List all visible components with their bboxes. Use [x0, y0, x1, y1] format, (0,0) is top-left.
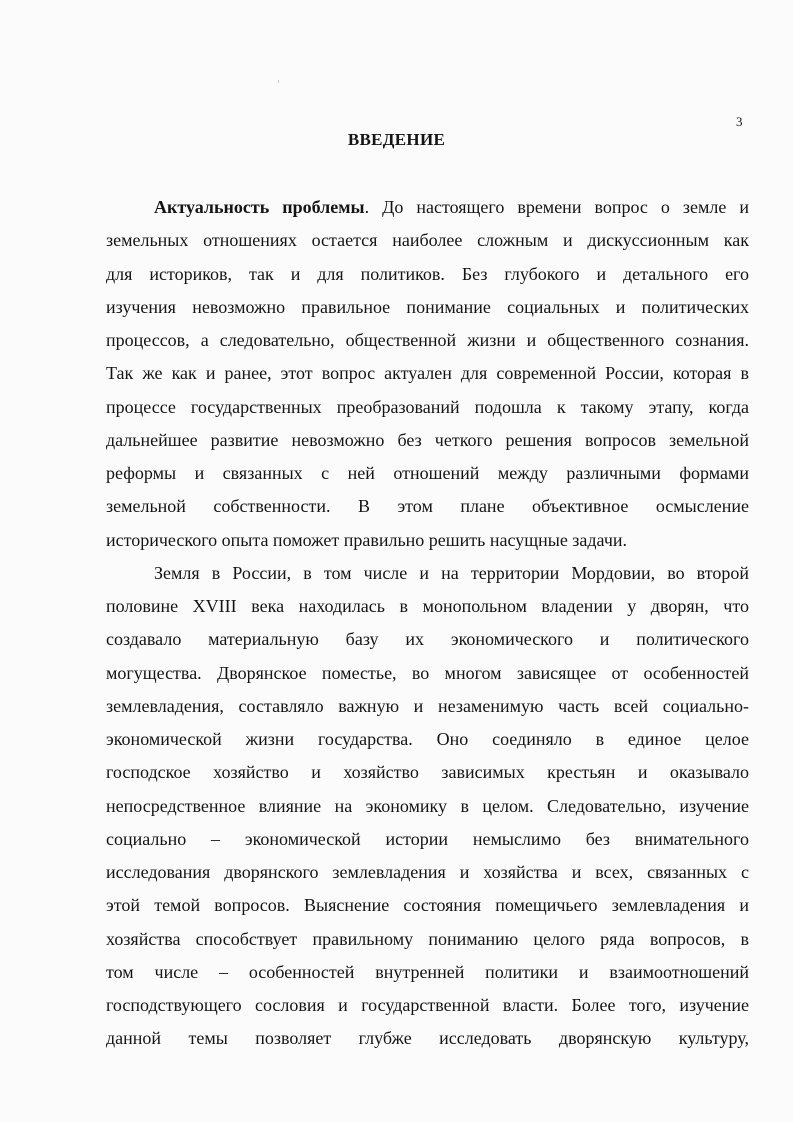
paragraph-2-line: этой темой вопросов. Выяснение состояния помещичьего землевладения и: [106, 895, 749, 915]
paragraph-lead-rest: . До настоящего времени вопрос о земле и: [364, 197, 749, 217]
paragraph-2-line: Земля в России, в том числе и на территории Мордовии, во второй: [154, 563, 749, 583]
page-number: 3: [736, 114, 743, 129]
paragraph-2-line: исследования дворянского землевладения и хозяйства и всех, связанных с: [106, 862, 749, 882]
paragraph-2-line: господское хозяйство и хозяйство зависимых крестьян и оказывало: [106, 762, 749, 782]
paragraph-2-line: хозяйства способствует правильному пониманию целого ряда вопросов, в: [106, 929, 749, 949]
scan-speck: [278, 80, 279, 83]
paragraph-lead: Актуальность проблемы: [154, 197, 365, 217]
paragraph-1-line: процессе государственных преобразований подошла к такому этапу, когда: [106, 397, 749, 417]
paragraph-1-line: изучения невозможно правильное понимание социальных и политических: [106, 297, 749, 317]
paragraph-1-line: земельных отношениях остается наиболее сложным и дискуссионным как: [106, 230, 749, 250]
paragraph-2-line: социально – экономической истории немыслимо без внимательного: [106, 829, 749, 849]
paragraph-2-line: господствующего сословия и государственной власти. Более того, изучение: [106, 995, 749, 1015]
paragraph-1-line: дальнейшее развитие невозможно без четкого решения вопросов земельной: [106, 430, 749, 450]
paragraph-2-line: могущества. Дворянское поместье, во многом зависящее от особенностей: [106, 663, 749, 683]
paragraph-1-line: [154, 197, 749, 217]
paragraph-1-line: для историков, так и для политиков. Без глубокого и детального его: [106, 264, 749, 284]
paragraph-2-line: создавало материальную базу их экономического и политического: [106, 629, 749, 649]
page-title: ВВЕДЕНИЕ: [347, 130, 446, 149]
paragraph-1-line: процессов, а следовательно, общественной жизни и общественного сознания.: [106, 330, 749, 350]
paragraph-2-line: непосредственное влияние на экономику в целом. Следовательно, изучение: [106, 796, 749, 816]
paragraph-1-line: исторического опыта поможет правильно решить насущные задачи.: [106, 530, 628, 550]
paragraph-2-line: половине XVIII века находилась в монопольном владении у дворян, что: [106, 596, 749, 616]
paragraph-2-line: экономической жизни государства. Оно соединяло в единое целое: [106, 729, 749, 749]
paragraph-1-line: Так же как и ранее, этот вопрос актуален для современной России, которая в: [106, 363, 749, 383]
paragraph-2-line: землевладения, составляло важную и незаменимую часть всей социально-: [106, 696, 749, 716]
paragraph-2-line: данной темы позволяет глубже исследовать дворянскую культуру,: [106, 1028, 749, 1048]
paragraph-1-line: реформы и связанных с ней отношений между различными формами: [106, 463, 749, 483]
paragraph-2-line: том числе – особенностей внутренней политики и взаимоотношений: [106, 962, 749, 982]
paragraph-1-line: земельной собственности. В этом плане объективное осмысление: [106, 496, 749, 516]
